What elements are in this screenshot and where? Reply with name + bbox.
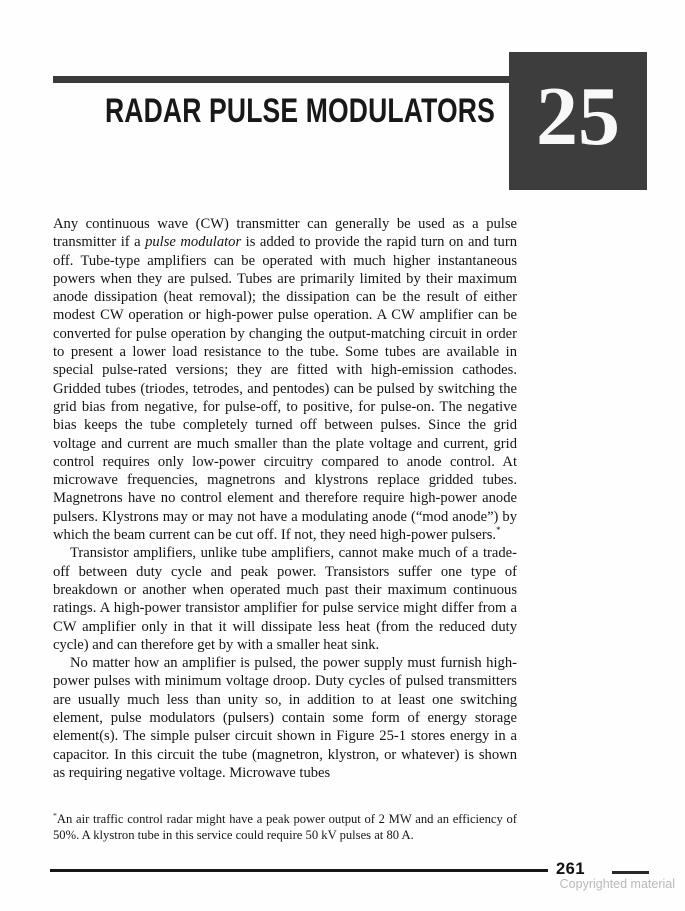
copyright-watermark: Copyrighted material (559, 877, 675, 891)
paragraph: No matter how an amplifier is pulsed, the power supply must furnish high-power pulses with minimum voltage droop. Duty cycles of pulsed transmitters are usually much less than unity so, in addition to at least one switching element, pulse modulators (pulsers) contain some form of energy storage element(s). The simple pulser circuit shown in Figure 25-1 stores energy in a capacitor. In this circuit the tube (magnetron, klystron, or whatever) is shown as requiring negative voltage. Microwave tubes (53, 655, 517, 781)
footnote (53, 811, 517, 843)
footnote-text: An air traffic control radar might have a peak power output of 2 MW and an efficiency of 50%. A klystron tube in this service could require 50 kV pulses at 80 A. (53, 812, 517, 843)
paragraph: Transistor amplifiers, unlike tube amplifiers, cannot make much of a trade-off between duty cycle and peak power. Transistors suffer one type of breakdown or another when operated much past their maximum continuous ratings. A high-power transistor amplifier for pulse service might differ from a CW amplifier only in that it will dissipate less heat (from the reduced duty cycle) and can therefore get by with a smaller heat sink. (53, 545, 517, 653)
header-rule (53, 76, 510, 83)
body-text (53, 215, 517, 782)
footer-dash (612, 871, 649, 874)
chapter-title: RADAR PULSE MODULATORS (105, 92, 495, 130)
chapter-number: 25 (536, 70, 620, 163)
paragraph: Any continuous wave (CW) transmitter can generally be used as a pulse transmitter if a pulse modulator is added to provide the rapid turn on and turn off. Tube-type amplifiers can be operated with much higher instantaneous powers when they are pulsed. Tubes are primarily limited by their maximum anode dissipation (heat removal); the dissipation can be the result of either modest CW operation or high-power pulse operation. A CW amplifier can be converted for pulse operation by changing the output-matching circuit in order to present a lower load resistance to the tube. Some tubes are available in special pulse-rated versions; they are fitted with high-emission cathodes. Gridded tubes (triodes, tetrodes, and pentodes) can be pulsed by switching the grid bias from negative, for pulse-off, to positive, for pulse-on. The negative bias keeps the tube completely turned off between pulses. Since the grid voltage and current are much smaller than the plate voltage and current, grid control requires only low-power circuitry compared to anode control. At microwave frequencies, magnetrons and klystrons replace gridded tubes. Magnetrons have no control element and therefore require high-power anode pulsers. Klystrons may or may not have a modulating anode (“mod anode”) by which the beam current can be cut off. If not, they need high-power pulsers.* (53, 216, 517, 544)
footnote-marker: * (53, 810, 57, 820)
page-number: 261 (556, 860, 586, 878)
footer-rule (50, 869, 548, 872)
chapter-number-box (509, 52, 647, 190)
